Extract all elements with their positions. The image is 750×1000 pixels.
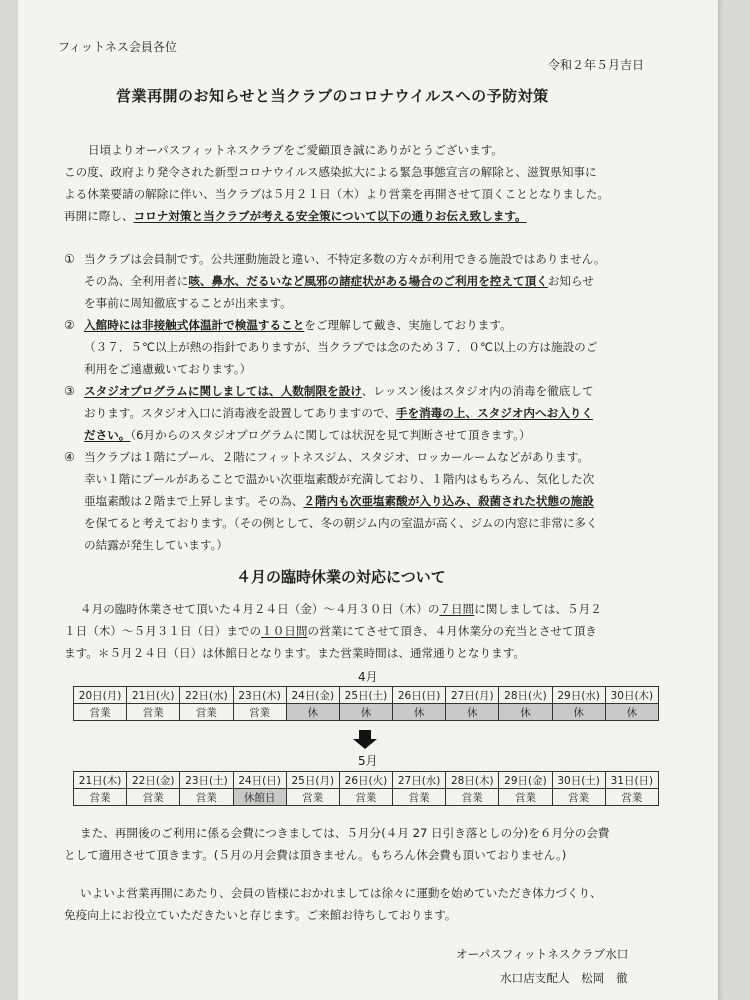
item1-line-2 [84, 270, 594, 292]
may-status-cell: 休館日 [233, 789, 286, 806]
may-status-cell: 営業 [127, 789, 180, 806]
april-status-cell: 営業 [233, 704, 286, 721]
may-status-row [74, 789, 659, 806]
item1-line-3: を事前に周知徹底することが出来ます。 [84, 296, 292, 310]
item2-line-1 [84, 314, 512, 336]
may-status-cell: 営業 [339, 789, 392, 806]
item3-line-2-lead: おります。スタジオ入口に消毒液を設置してありますので、 [84, 406, 396, 420]
item-number-2: ② [64, 318, 75, 332]
april-month-label: 4月 [358, 670, 378, 684]
april-day-cell: 30日(木) [605, 687, 658, 704]
april-day-cell: 26日(日) [393, 687, 446, 704]
may-calendar [73, 771, 659, 806]
item1-line-2-emphasis: 咳、鼻水、だるいなど風邪の諸症状がある場合のご利用を控えて頂く [188, 274, 548, 288]
april-status-cell: 休 [286, 704, 339, 721]
april-day-cell: 29日(水) [552, 687, 605, 704]
april-day-cell: 21日(火) [127, 687, 180, 704]
may-days-row [74, 772, 659, 789]
may-day-cell: 28日(木) [446, 772, 499, 789]
down-arrow-head [353, 739, 377, 749]
april-para-line-2-tail: の営業にてさせて頂き、４月休業分の充当とさせて頂き [307, 624, 597, 638]
april-status-cell: 営業 [127, 704, 180, 721]
april-status-cell: 休 [499, 704, 552, 721]
item4-line-1: 当クラブは１階にプール、２階にフィットネスジム、スタジオ、ロッカールームなどがあります。 [84, 450, 590, 464]
may-status-cell: 営業 [393, 789, 446, 806]
may-day-cell: 22日(金) [127, 772, 180, 789]
fee-line-2: として適用させて頂きます。(５月の月会費は頂きません。もちろん休会費も頂いておりません。) [64, 848, 567, 862]
april-days-row [74, 687, 659, 704]
april-para-10days: １０日間 [261, 624, 308, 638]
may-status-cell: 営業 [552, 789, 605, 806]
intro-line-2: この度、政府より発令された新型コロナウイルス感染拡大による緊急事態宣言の解除と、滋賀県知事に [64, 165, 597, 179]
april-para-line-1-lead: ４月の臨時休業させて頂いた４月２４日（金）～４月３０日（木）の [80, 602, 440, 616]
item2-line-1-emphasis: 入館時には非接触式体温計で検温すること [84, 318, 305, 332]
april-para-7days: ７日間 [439, 602, 475, 616]
signature-club: オーパスフィットネスクラブ水口 [456, 947, 629, 961]
april-status-cell: 休 [446, 704, 499, 721]
may-day-cell: 27日(水) [393, 772, 446, 789]
intro-line-4 [64, 205, 527, 227]
item2-line-3: 利用をご遠慮戴いております。） [84, 362, 252, 376]
april-status-row [74, 704, 659, 721]
april-day-cell: 22日(水) [180, 687, 233, 704]
may-day-cell: 30日(土) [552, 772, 605, 789]
date: 令和２年５月吉日 [548, 58, 645, 72]
may-status-cell: 営業 [286, 789, 339, 806]
item2-line-1-tail: をご理解して戴き、実施しております。 [304, 318, 512, 332]
may-day-cell: 24日(日) [233, 772, 286, 789]
april-para-line-3: ます。＊５月２４日（日）は休館日となります。また営業時間は、通常通りとなります。 [64, 646, 525, 660]
april-para-line-2 [64, 620, 597, 642]
item3-line-1-emphasis: スタジオプログラムに関しましては、人数制限を設け [84, 384, 362, 398]
april-day-cell: 25日(土) [339, 687, 392, 704]
april-calendar [73, 686, 659, 721]
item4-line-3-lead: 亜塩素酸は２階まで上昇します。その為、 [84, 494, 304, 508]
intro-line-4-lead: 再開に際し、 [64, 209, 134, 223]
intro-line-1: 日頃よりオーパスフィットネスクラブをご愛顧頂き誠にありがとうございます。 [88, 143, 503, 157]
closing-line-2: 免疫向上にお役立ていただきたいと存じます。ご来館お待ちしております。 [64, 908, 457, 922]
item1-line-2-tail: お知らせ [547, 274, 594, 288]
april-para-line-1 [80, 598, 602, 620]
item3-line-1-tail: 、レッスン後はスタジオ内の消毒を徹底して [361, 384, 594, 398]
april-section-heading: ４月の臨時休業の対応について [236, 568, 446, 586]
item-number-3: ③ [64, 384, 75, 398]
item3-line-3 [84, 424, 531, 446]
item1-line-1: 当クラブは会員制です。公共運動施設と違い、不特定多数の方々が利用できる施設ではありません。 [84, 252, 606, 266]
item4-line-3-emphasis: ２階内も次亜塩素酸が入り込み、殺菌された状態の施設 [303, 494, 594, 508]
may-day-cell: 23日(土) [180, 772, 233, 789]
april-para-line-1-tail: に関しましては、５月２ [474, 602, 602, 616]
item-number-1: ① [64, 252, 75, 266]
april-status-cell: 休 [552, 704, 605, 721]
may-status-cell: 営業 [499, 789, 552, 806]
april-status-cell: 休 [605, 704, 658, 721]
intro-line-3: よる休業要請の解除に伴い、当クラブは５月２１日（木）より営業を再開させて頂くこととなりました。 [64, 187, 609, 201]
may-month-label: 5月 [358, 754, 378, 768]
item4-line-5: の結露が発生しています。） [84, 538, 228, 552]
april-status-cell: 休 [393, 704, 446, 721]
april-day-cell: 23日(木) [233, 687, 286, 704]
signature-manager: 水口店支配人 松岡 徹 [500, 971, 628, 985]
item4-line-2: 幸い１階にプールがあることで温かい次亜塩素酸が充満しており、１階内はもちろん、気化した次 [84, 472, 595, 486]
notice-title: 営業再開のお知らせと当クラブのコロナウイルスへの予防対策 [116, 87, 549, 105]
item3-line-3-tail: （6月からのスタジオプログラムに関しては状況を見て判断させて頂きます。） [130, 428, 531, 442]
april-para-line-2-lead: １日（木）～５月３１日（日）までの [64, 624, 262, 638]
item4-line-4: を保てると考えております。（その例として、冬の朝ジム内の室温が高く、ジムの内窓に非常に多く [84, 516, 598, 530]
item2-line-2: （３７．５℃以上が熱の指針でありますが、当クラブでは念のため３７．０℃以上の方は施設のご [84, 340, 598, 354]
down-arrow-stem [359, 730, 371, 739]
april-day-cell: 28日(火) [499, 687, 552, 704]
april-day-cell: 27日(月) [446, 687, 499, 704]
may-day-cell: 21日(木) [74, 772, 127, 789]
item1-line-2-lead: その為、全利用者に [84, 274, 189, 288]
may-day-cell: 25日(月) [286, 772, 339, 789]
item3-line-1 [84, 380, 594, 402]
april-status-cell: 休 [339, 704, 392, 721]
may-day-cell: 29日(金) [499, 772, 552, 789]
april-status-cell: 営業 [74, 704, 127, 721]
may-day-cell: 31日(日) [605, 772, 658, 789]
may-status-cell: 営業 [446, 789, 499, 806]
april-day-cell: 24日(金) [286, 687, 339, 704]
item3-line-2 [84, 402, 593, 424]
item3-line-2-emphasis: 手を消毒の上、スタジオ内へお入りく [395, 406, 593, 420]
fee-line-1: また、再開後のご利用に係る会費につきましては、５月分(４月 27 日引き落としの分)を６月分の会費 [80, 826, 610, 840]
intro-line-4-emphasis: コロナ対策と当クラブが考える安全策について以下の通りお伝え致します。 [133, 209, 527, 223]
may-status-cell: 営業 [605, 789, 658, 806]
may-status-cell: 営業 [180, 789, 233, 806]
item-number-4: ④ [64, 450, 75, 464]
closing-line-1: いよいよ営業再開にあたり、会員の皆様におかれましては徐々に運動を始めていただき体力づくり、 [80, 886, 602, 900]
april-day-cell: 20日(月) [74, 687, 127, 704]
may-status-cell: 営業 [74, 789, 127, 806]
item4-line-3 [84, 490, 594, 512]
item3-line-3-emphasis: ださい。 [84, 428, 131, 442]
may-day-cell: 26日(火) [339, 772, 392, 789]
recipient: フィットネス会員各位 [58, 40, 177, 54]
april-status-cell: 営業 [180, 704, 233, 721]
